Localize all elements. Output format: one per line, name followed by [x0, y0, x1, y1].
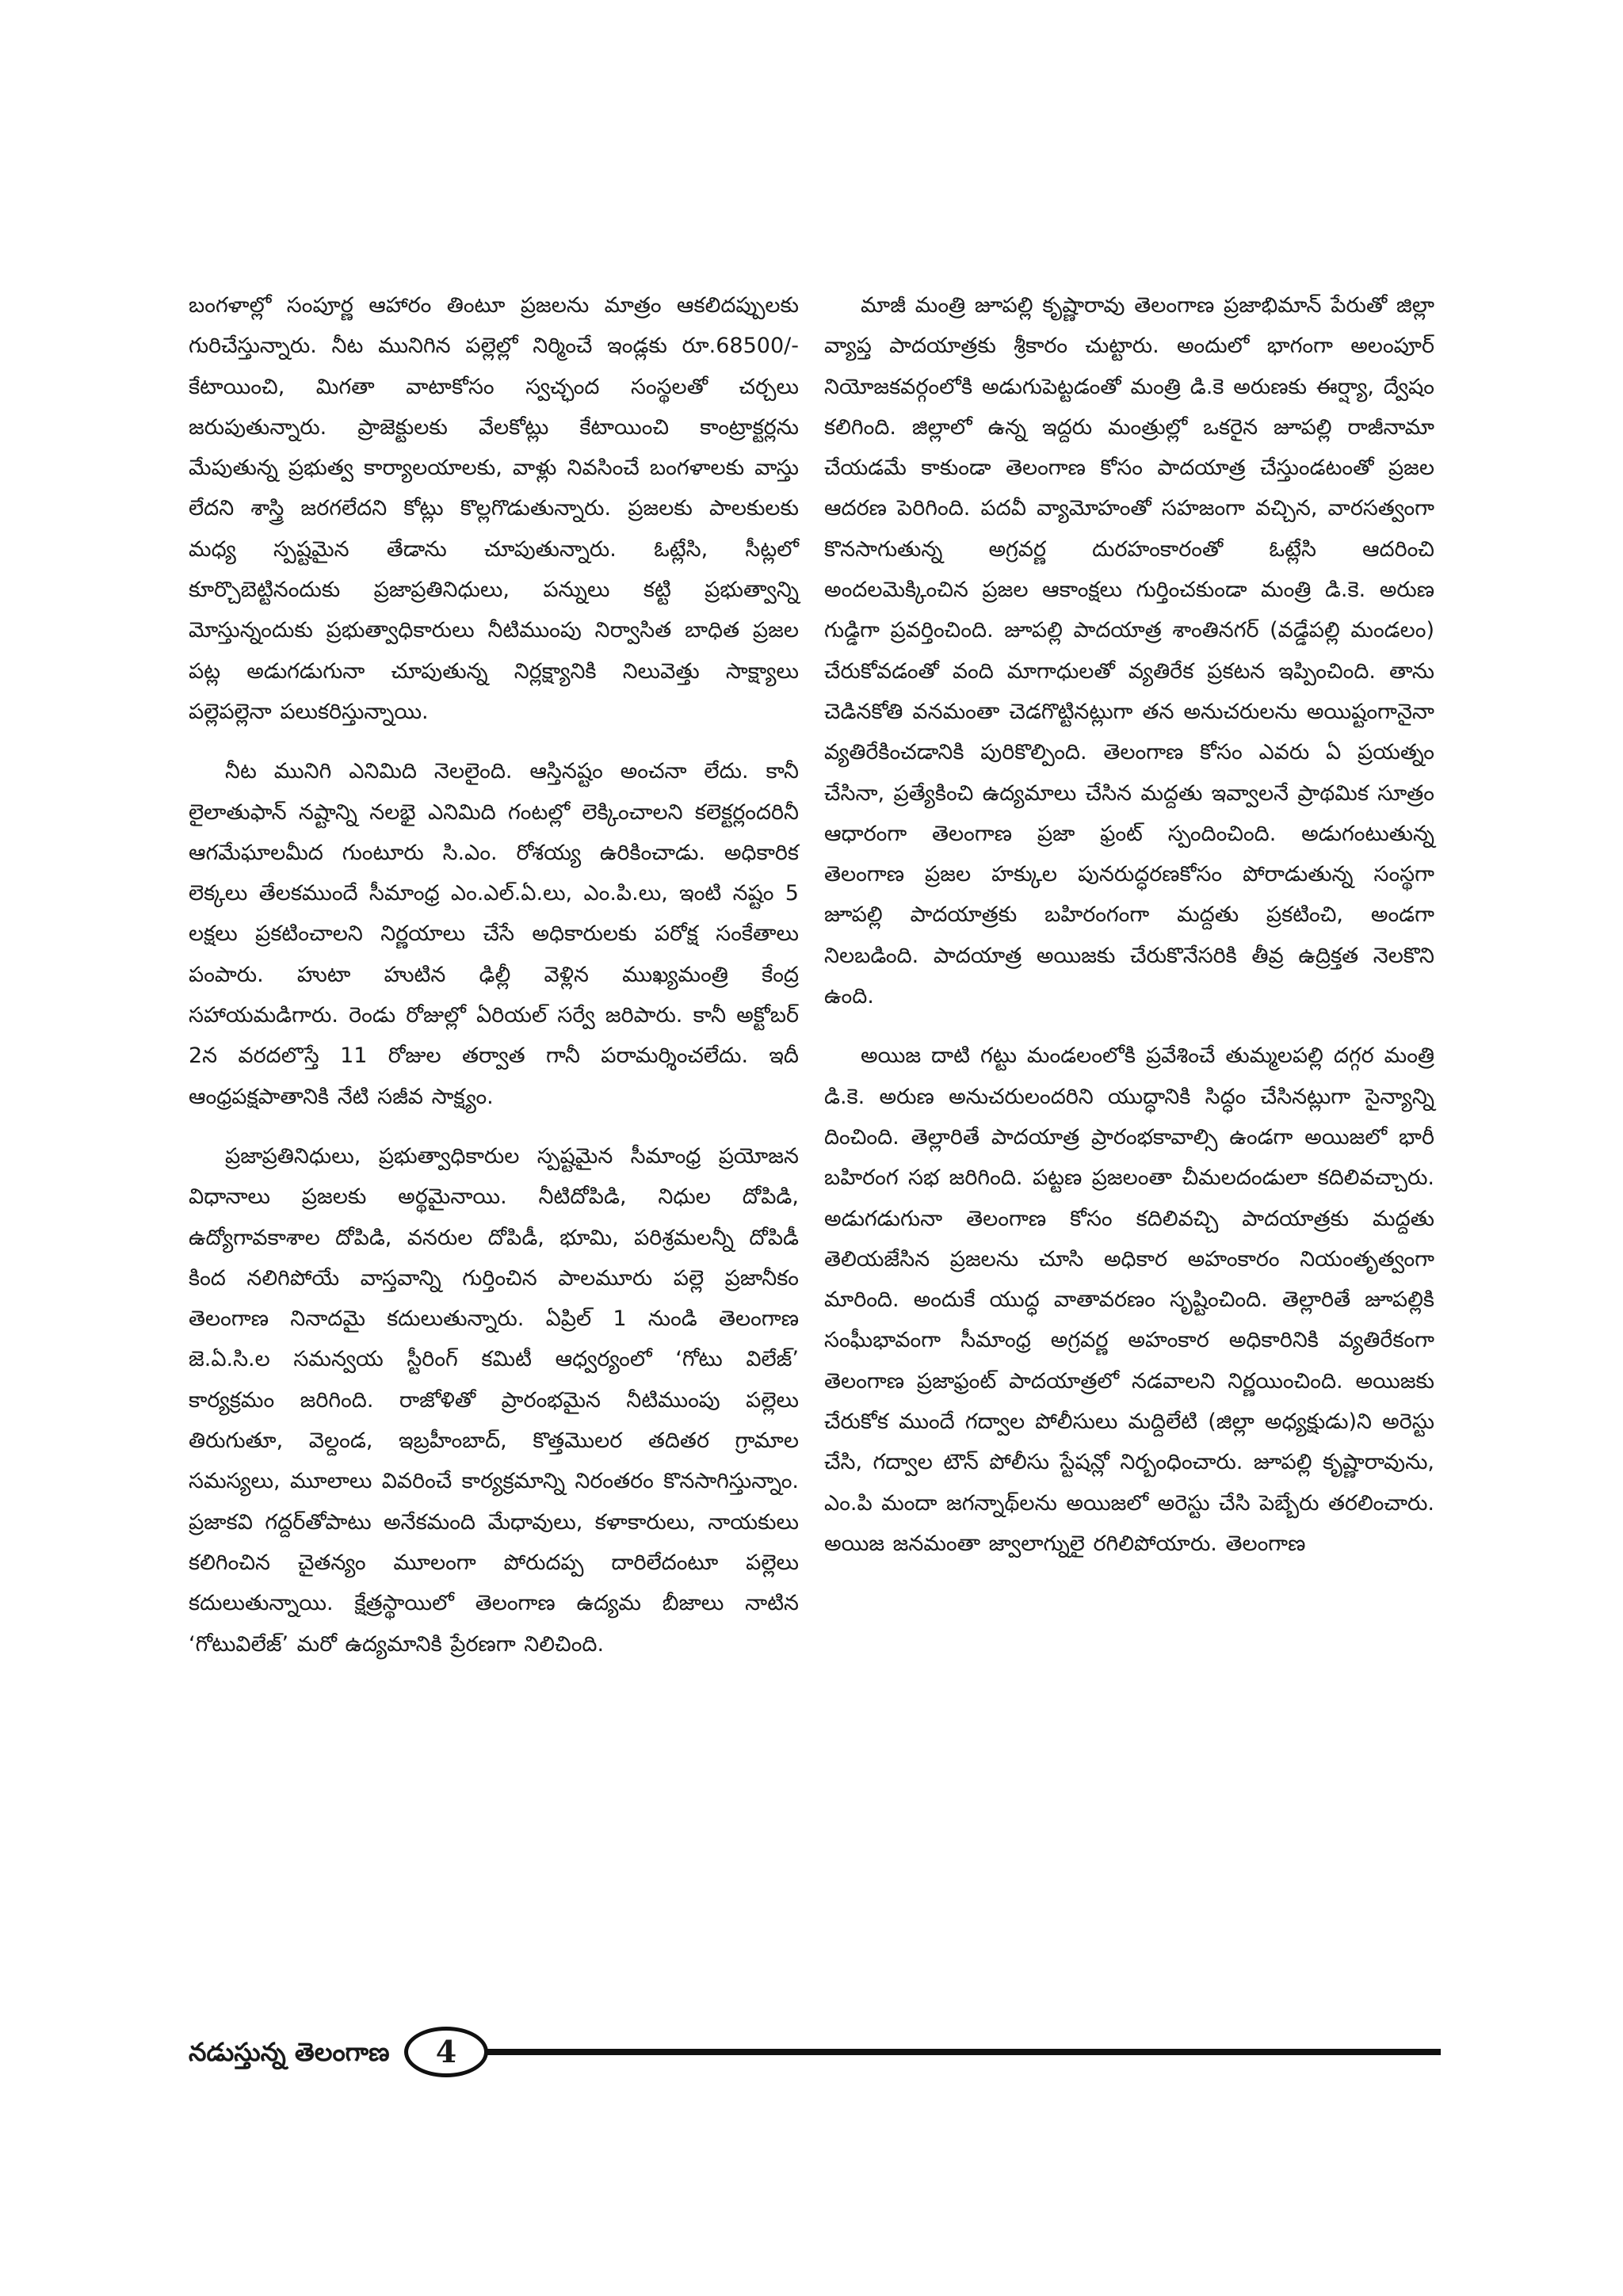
paragraph: నీట మునిగి ఎనిమిది నెలలైంది. ఆస్తినష్టం అంచనా లేదు. కానీ లైలాతుఫాన్ నష్టాన్ని నలభై ఎనిమిది గంటల్లో లెక్కించాలని కలెక్టర్లందరినీ ఆగమేఘాలమీద గుంటూరు సి.ఎం. రోశయ్య ఉరికించాడు. అధికారిక లెక్కలు తేలకముందే సీమాంధ్ర ఎం.ఎల్.ఏ.లు, ఎం.పి.లు, ఇంటి నష్టం 5 లక్షలు ప్రకటించాలని నిర్ణయాలు చేసే అధికారులకు పరోక్ష సంకేతాలు పంపారు. హుటా హుటిన ఢిల్లీ వెళ్లిన ముఖ్యమంత్రి కేంద్ర సహాయమడిగారు. రెండు రోజుల్లో ఏరియల్ సర్వే జరిపారు. కానీ అక్టోబర్ 2న వరదలొస్తే 11 రోజుల తర్వాత గానీ పరామర్శించలేదు. ఇదీ ఆంధ్రపక్షపాతానికి నేటి సజీవ సాక్ష్యం.: [189, 759, 799, 1109]
page-number: 4: [404, 2027, 488, 2077]
left-text-column: [189, 285, 799, 1684]
publication-title: నడుస్తున్న తెలంగాణ: [189, 2037, 390, 2067]
footer-divider: [482, 2049, 1441, 2055]
paragraph: అయిజ దాటి గట్టు మండలంలోకి ప్రవేశించే తుమ్మలపల్లి దగ్గర మంత్రి డి.కె. అరుణ అనుచరులందరిని యుద్ధానికి సిద్ధం చేసినట్లుగా సైన్యాన్ని దించింది. తెల్లారితే పాదయాత్ర ప్రారంభకావాల్సి ఉండగా అయిజలో భారీ బహిరంగ సభ జరిగింది. పట్టణ ప్రజలంతా చీమలదండులా కదిలివచ్చారు. అడుగడుగునా తెలంగాణ కోసం కదిలివచ్చి పాదయాత్రకు మద్దతు తెలియజేసిన ప్రజలను చూసి అధికార అహంకారం నియంతృత్వంగా మారింది. అందుకే యుద్ధ వాతావరణం సృష్టించింది. తెల్లారితే జూపల్లికి సంఘీభావంగా సీమాంధ్ర అగ్రవర్ణ అహంకార అధికారినికి వ్యతిరేకంగా తెలంగాణ ప్రజాఫ్రంట్ పాదయాత్రలో నడవాలని నిర్ణయించింది. అయిజకు చేరుకోక ముందే గద్వాల పోలీసులు మద్దిలేటి (జిల్లా అధ్యక్షుడు)ని అరెస్టు చేసి, గద్వాల టౌన్ పోలీసు స్టేషన్లో నిర్బంధించారు. జూపల్లి కృష్ణారావును, ఎం.పి మందా జగన్నాథ్‌లను అయిజలో అరెస్టు చేసి పెబ్బేరు తరలించారు. అయిజ జనమంతా జ్వాలాగ్నులై రగిలిపోయారు. తెలంగాణ: [824, 1043, 1434, 1556]
paragraph: మాజీ మంత్రి జూపల్లి కృష్ణారావు తెలంగాణ ప్రజాభిమాన్ పేరుతో జిల్లా వ్యాప్త పాదయాత్రకు శ్రీకారం చుట్టారు. అందులో భాగంగా అలంపూర్ నియోజకవర్గంలోకి అడుగుపెట్టడంతో మంత్రి డి.కె అరుణకు ఈర్ష్యా, ద్వేషం కలిగింది. జిల్లాలో ఉన్న ఇద్దరు మంత్రుల్లో ఒకరైన జూపల్లి రాజీనామా చేయడమే కాకుండా తెలంగాణ కోసం పాదయాత్ర చేస్తుండటంతో ప్రజల ఆదరణ పెరిగింది. పదవీ వ్యామోహంతో సహజంగా వచ్చిన, వారసత్వంగా కొనసాగుతున్న అగ్రవర్ణ దురహంకారంతో ఓట్లేసి ఆదరించి అందలమెక్కించిన ప్రజల ఆకాంక్షలు గుర్తించకుండా మంత్రి డి.కె. అరుణ గుడ్డిగా ప్రవర్తించింది. జూపల్లి పాదయాత్ర శాంతినగర్ (వడ్డేపల్లి మండలం) చేరుకోవడంతో వంది మాగాధులతో వ్యతిరేక ప్రకటన ఇప్పించింది. తాను చెడినకోతి వనమంతా చెడగొట్టినట్లుగా తన అనుచరులను అయిష్టంగానైనా వ్యతిరేకించడానికి పురికొల్పింది. తెలంగాణ కోసం ఎవరు ఏ ప్రయత్నం చేసినా, ప్రత్యేకించి ఉద్యమాలు చేసిన మద్దతు ఇవ్వాలనే ప్రాథమిక సూత్రం ఆధారంగా తెలంగాణ ప్రజా ఫ్రంట్ స్పందించింది. అడుగంటుతున్న తెలంగాణ ప్రజల హక్కుల పునరుద్ధరణకోసం పోరాడుతున్న సంస్థగా జూపల్లి పాదయాత్రకు బహిరంగంగా మద్దతు ప్రకటించి, అండగా నిలబడింది. పాదయాత్ర అయిజకు చేరుకొనేసరికి తీవ్ర ఉద్రిక్తత నెలకొని ఉంది.: [824, 293, 1434, 1009]
paragraph: ప్రజాప్రతినిధులు, ప్రభుత్వాధికారుల స్పష్టమైన సీమాంధ్ర ప్రయోజన విధానాలు ప్రజలకు అర్థమైనాయి. నీటిదోపిడి, నిధుల దోపిడి, ఉద్యోగావకాశాల దోపిడి, వనరుల దోపిడీ, భూమి, పరిశ్రమలన్నీ దోపిడీ కింద నలిగిపోయే వాస్తవాన్ని గుర్తించిన పాలమూరు పల్లె ప్రజానీకం తెలంగాణ నినాదమై కదులుతున్నారు. ఏప్రిల్ 1 నుండి తెలంగాణ జె.ఏ.సి.ల సమన్వయ స్టీరింగ్ కమిటీ ఆధ్వర్యంలో ‘గోటు విలేజ్’ కార్యక్రమం జరిగింది. రాజోళితో ప్రారంభమైన నీటిముంపు పల్లెలు తిరుగుతూ, వెల్దండ, ఇబ్రహీంబాద్, కొత్తమొలర తదితర గ్రామాల సమస్యలు, మూలాలు వివరించే కార్యక్రమాన్ని నిరంతరం కొనసాగిస్తున్నాం. ప్రజాకవి గద్దర్‌తోపాటు అనేకమంది మేధావులు, కళాకారులు, నాయకులు కలిగించిన చైతన్యం మూలంగా పోరుదప్ప దారిలేదంటూ పల్లెలు కదులుతున్నాయి. క్షేత్రస్థాయిలో తెలంగాణ ఉద్యమ బీజాలు నాటిన ‘గోటువిలేజ్’ మరో ఉద్యమానికి ప్రేరణగా నిలిచింది.: [189, 1143, 799, 1657]
right-text-column: [824, 285, 1434, 1583]
page-footer: [189, 2027, 1441, 2087]
paragraph: బంగళాల్లో సంపూర్ణ ఆహారం తింటూ ప్రజలను మాత్రం ఆకలిదప్పులకు గురిచేస్తున్నారు. నీట మునిగిన పల్లెల్లో నిర్మించే ఇండ్లకు రూ.68500/- కేటాయించి, మిగతా వాటాకోసం స్వచ్ఛంద సంస్థలతో చర్చలు జరుపుతున్నారు. ప్రాజెక్టులకు వేలకోట్లు కేటాయించి కాంట్రాక్టర్లను మేపుతున్న ప్రభుత్వ కార్యాలయాలకు, వాళ్లు నివసించే బంగళాలకు వాస్తు లేదని శాస్త్రి జరగలేదని కోట్లు కొల్లగొడుతున్నారు. ప్రజలకు పాలకులకు మధ్య స్పష్టమైన తేడాను చూపుతున్నారు. ఓట్లేసి, సీట్లలో కూర్చొబెట్టినందుకు ప్రజాప్రతినిధులు, పన్నులు కట్టి ప్రభుత్వాన్ని మోస్తున్నందుకు ప్రభుత్వాధికారులు నీటిముంపు నిర్వాసిత బాధిత ప్రజల పట్ల అడుగడుగునా చూపుతున్న నిర్లక్ష్యానికి నిలువెత్తు సాక్ష్యాలు పల్లెపల్లెనా పలుకరిస్తున్నాయి.: [189, 293, 799, 724]
